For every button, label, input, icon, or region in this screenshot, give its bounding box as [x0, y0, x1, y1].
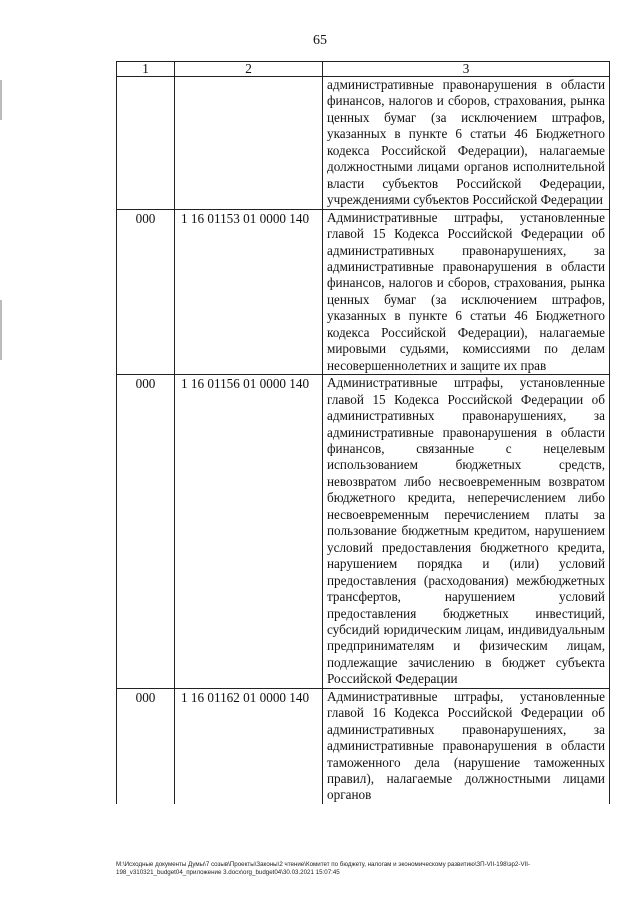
scan-edge-mark [0, 300, 2, 360]
table-row [117, 375, 610, 689]
footer-line: 198_v310321_budget04_приложение 3.docx\org_budget04\30.03.2021 15:07:45 [116, 869, 340, 876]
admin-code-cell [117, 77, 175, 210]
admin-code-cell: 000 [117, 209, 175, 375]
description-cell: Административные штрафы, установленные главой 16 Кодекса Российской Федерации об административных правонарушениях, за административные правонарушения в области таможенного дела (нарушение таможенных правил), налагаемые должностными лицами органов [323, 688, 610, 804]
admin-code-cell: 000 [117, 688, 175, 804]
table-header-cell: 1 [117, 62, 175, 77]
table-header-cell: 2 [175, 62, 323, 77]
table-row [117, 77, 610, 210]
description-cell: Административные штрафы, установленные главой 15 Кодекса Российской Федерации об административных правонарушениях, за административные правонарушения в области финансов, связанные с нецелевым использованием бюджетных средств, невозвратом либо несвоевременным возвратом бюджетного кредита, неперечислением либо несвоевременным перечислением платы за пользование бюджетным кредитом, нарушением условий предоставления бюджетного кредита, нарушением порядка и (или) условий предоставления (расходования) межбюджетных трансфертов, нарушением условий предоставления бюджетных инвестиций, субсидий юридическим лицам, индивидуальным предпринимателям и физическим лицам, подлежащие зачислению в бюджет субъекта Российской Федерации [323, 375, 610, 689]
kbk-code-cell: 1 16 01153 01 0000 140 [175, 209, 323, 375]
kbk-code-cell: 1 16 01156 01 0000 140 [175, 375, 323, 689]
scan-edge-mark [0, 80, 2, 120]
table-header-cell: 3 [323, 62, 610, 77]
admin-code-cell: 000 [117, 375, 175, 689]
file-path-footer [116, 861, 616, 877]
table-header-row [117, 62, 610, 77]
kbk-code-cell: 1 16 01162 01 0000 140 [175, 688, 323, 804]
kbk-code-cell [175, 77, 323, 210]
footer-line: M:\Исходные документы Думы\7 созыв\Проекты\Законы\2 чтение\Комитет по бюджету, налогам и экономическому развитию\ЗП-VII-198\эр2-VII- [116, 861, 531, 868]
page-number: 65 [313, 33, 327, 48]
table-row [117, 688, 610, 804]
budget-classification-table [116, 61, 610, 804]
description-cell: Административные штрафы, установленные главой 15 Кодекса Российской Федерации об административных правонарушениях, за административные правонарушения в области финансов, налогов и сборов, страхования, рынка ценных бумаг (за исключением штрафов, указанных в пункте 6 статьи 46 Бюджетного кодекса Российской Федерации), налагаемые мировыми судьями, комиссиями по делам несовершеннолетних и защите их прав [323, 209, 610, 375]
description-cell: административные правонарушения в области финансов, налогов и сборов, страхования, рынка ценных бумаг (за исключением штрафов, указанных в пункте 6 статьи 46 Бюджетного кодекса Российской Федерации), налагаемые должностными лицами органов исполнительной власти субъектов Российской Федерации, учреждениями субъектов Российской Федерации [323, 77, 610, 210]
table-row [117, 209, 610, 375]
